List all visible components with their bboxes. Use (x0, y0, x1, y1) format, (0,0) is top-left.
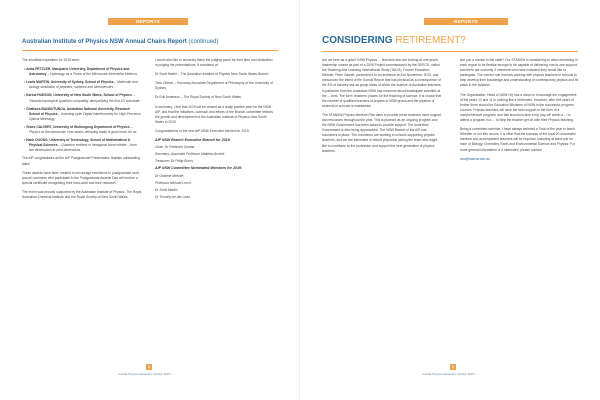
section-tab: REPORTS (108, 18, 188, 25)
column-right-2 (460, 58, 580, 166)
speaker-detail: – Molecular and biology simulation of peptides, surfaces and biomolecules; (29, 80, 138, 90)
congrats-paragraph: Congratulations to the new AIP NSW Executive elected for 2019: (155, 128, 250, 133)
speaker-detail: – Quantum emitters in hexagonal boron nitride – from two dimensions to zero dimensions (29, 143, 137, 153)
judge-entry: Dr Erik Anderson – The Royal Society of New South Wales (155, 95, 241, 100)
speaker-name: Grace CALVERT, University of Wollongong Department of Physics (26, 124, 130, 129)
speaker-name: Karina HUDSON, University of New South Wales, School of Physics (26, 93, 132, 98)
exec-role: Chair: Dr Frederick Osman; (155, 145, 196, 150)
body-paragraph: Are we here as a grad? NSW Physics ... teachers who are looking at one year's leadership course as part of a 2008 Project commissioned by the DEECD, called the Teaching And Learning International Study (TALIS), Former Education Minister, Peter Garrett, presented it to an audience at 2nd November, 2010, and announced the intent of the Gonski Report that has physical as a consequence of the 3% of industry use as group ideas of which the science of Australian teachers, in particular from the Australian NSW has concerns about inadequate scientific at the ... best. The form: teachers' places for the teaching of science. It is crucial that the number of qualified teachers of physics in NSW grows and the pipeline of students in schools is maintained. (322, 58, 442, 108)
body-paragraph: The STANSW Physics Mentors Plan aims to provide these teachers more support and resources throughout the year. This is planned as an ongoing program and the NSW Government has been asked to provide support. The Australian Government is also being approached. The NSW Branch of the AIP has volunteers in place. The volunteers are working in schools supporting physics teachers, and we are interested in retired physicists joining the team who might like to contribute to the profession and support the next generation of physics teachers. (322, 112, 442, 153)
awards-paragraph: These awards have been created to encourage excellence in postgraduate work, and all nominees who participate in the Postgraduate Awards Day will receive a special certificate recognising their hard-work and their research. (22, 170, 141, 185)
page-number: 8 (146, 364, 152, 370)
footer-journal: Cellular Physics Newsletter • Edition 2019 • ... (118, 372, 175, 376)
speaker-detail: – Towards topological quantum computing: demystifying the first 1D substrate; (29, 93, 141, 103)
exec-roles (155, 145, 275, 164)
summary-paragraph: In summary, I feel that 2019 will be viewed as a really positive year for the NSW AIP, and that the initiatives, outreach and efforts of the Branch committee reflects the growth and development of the Australian Institute of Physics New South Wales in 2019. (155, 104, 273, 124)
body-paragraph: Are you a mentor in the state? Our STANSW is considering to allow mentoring in each region to be flexible enough to be capable of delivering one-to-one support, and there are currently 3 members who have indicated they would like to participate. The mentor role involves working with physics teachers in schools to help develop their knowledge and understanding of contemporary physics and its place in the syllabus. (460, 58, 579, 88)
column-right-1 (322, 58, 442, 158)
title-main: CONSIDERING (322, 35, 393, 46)
speaker-detail: – Physics at the nanoscale: How atoms behaving badly is good news for us; (29, 124, 138, 135)
speakers-intro: The shortlisted speakers for 2019 were: (22, 58, 80, 62)
speaker-item: • Lewis MARTIN, University of Sydney, School of Physics – Molecular and biology simulation of peptides, surfaces and biomolecules; (24, 80, 138, 90)
header-continued: (continued) (188, 39, 219, 45)
title-divider (322, 51, 578, 52)
body-paragraph: The Organisation: Head of NSW HQ has a vision to encourage the engagement of the years 12 and 11 in nothing like a retirement. However, after five years of further there should be Education Ministers of NSW in the successful program courses. Physics teachers will have the best support in the form of a comprehensive program, and this should involve a big 'pay-off' within a ... to attend a program in a ... to help the teacher get on with their Physics teaching. (460, 92, 577, 123)
speaker-detail: – Hydrology as a Probe of the Microscale Interstellar Medium, (46, 72, 138, 77)
committee-heading: AIP NSW Committee Nominated Members for 2019: (155, 166, 243, 171)
contact-email-link[interactable]: rtao@stansw.asn.au (460, 156, 490, 161)
speaker-name: Anita PETZLER, Macquarie University, Department of Physics and Astronomy (26, 67, 130, 77)
exec-role: Secretary: Associate Professor Matthew Arnold; (155, 152, 225, 157)
speaker-name: Chathura BANDUTUNGA, Australian National University, Research School of Physics (26, 106, 131, 116)
speaker-item: • Karina HUDSON, University of New South Wales, School of Physics – Towards topological quantum computing: demystifying the first 1D substrate; (24, 93, 141, 103)
committee-list (155, 174, 275, 200)
committee-member: Dr Graeme Melville; (155, 173, 185, 178)
speaker-name: Lewis MARTIN, University of Sydney, School of Physics (26, 80, 114, 85)
support-paragraph: The event was proudly supported by the Australian Institute of Physics, The Royal Australian Chemical Institute and the Royal Society of New South Wales. (22, 189, 142, 199)
judge-entry: Titus Ohlson – Honorary Associate Department of Philosophy of the University of Sydney (155, 81, 273, 91)
speaker-detail: – Including optic Digital interferometry for High-Precision Optical Metrology; (29, 111, 141, 121)
page-number: 9 (450, 364, 456, 370)
header-divider (22, 50, 278, 51)
speaker-name: Hanh DUONG, University of Technology, School of Mathematical & Physical Sciences (26, 138, 131, 148)
right-page (300, 0, 600, 400)
speaker-item: • Chathura BANDUTUNGA, Australian National University, Research School of Physics – Including optic Digital interferometry for High-Precision Optical Metrology; (24, 106, 141, 121)
committee-member: Professor Michael Lerch; (155, 180, 192, 185)
footer-journal: Cellular Physics Newsletter • Edition 2019 • ... (422, 372, 479, 376)
exec-role: Treasurer: Dr Philip Burns; (155, 159, 194, 164)
committee-member: Dr Scott Martin; (155, 187, 178, 192)
section-tab: REPORTS (424, 18, 508, 25)
column-left-1 (22, 58, 142, 204)
judge-entry: Dr Scott Martin – The Australian Institute of Physics New South Wales Branch (155, 72, 269, 77)
speaker-item: • Grace CALVERT, University of Wollongong Department of Physics – Physics at the nanoscale: How atoms behaving badly is good news for us; (24, 124, 138, 135)
prize-text: The AIP congratulates all the AIP Postgraduate Presentation finalists outstanding talks! (22, 156, 140, 166)
column-left-2 (155, 58, 275, 202)
speaker-item: • Anita PETZLER, Macquarie University, Department of Physics and Astronomy – Hydrology as a Probe of the Microscale Interstellar Medium, (24, 67, 138, 77)
committee-member: Dr Timothy ter der Laan. (155, 194, 191, 199)
title-accent: RETIREMENT? (392, 35, 466, 46)
header-title: Australian Institute of Physics NSW Annual Chairs Report (22, 39, 187, 45)
judges-intro: I would also like to sincerely thank the judging panel for their time and dedication in judging the presentations. It consisted of: (155, 58, 273, 68)
page-header (22, 39, 219, 45)
article-title (322, 35, 466, 46)
speaker-item: • Hanh DUONG, University of Technology, School of Mathematical & Physical Sciences – Quantum emitters in hexagonal boron nitride – from two dimensions to zero dimensions (24, 138, 137, 153)
exec-heading: AIP NSW Branch Executive Branch for 2019: (155, 138, 231, 143)
body-paragraph: Being a committed scientist, I have always believed a Total of the year to teach. Whether or not this occurs, it is clear that the success of the local 20 successful mentors and accompanied teachers will be required, including at least one for each of Biology, Chemistry, Earth and Environmental Science and Physics. For more general information or if interested, please contact (460, 127, 576, 152)
